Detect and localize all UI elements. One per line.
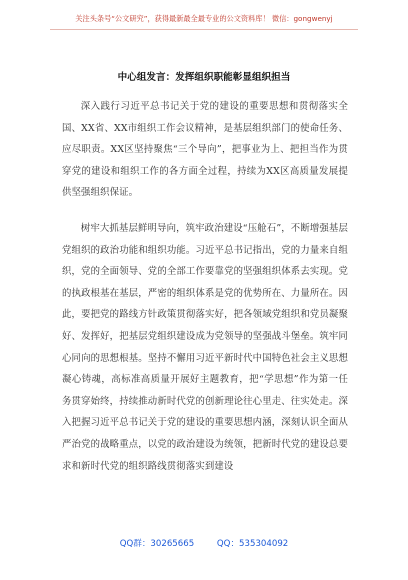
paragraph-2: 树牢大抓基层鲜明导向，筑牢政治建设“压舱石”，不断增强基层党组织的政治功能和组织功能。习近平总书记指出，党的力量来自组织，党的全面领导、党的全部工作要靠党的坚强组织体系去实现。党的执政根基在基层，严密的组织体系是党的优势所在、力量所在。因此，要把党的路线方针政策贯彻落实好，把各领域党组织和党员凝聚好、发挥好，把基层党组织建设成为党领导的坚强战斗堡垒。筑牢同心同向的思想根基。坚持不懈用习近平新时代中国特色社会主义思想凝心铸魂，高标准高质量开展好主题教育，把“学思想”作为第一任务贯穿始终，持续推动新时代党的创新理论往心里走、往实处走。深入把握习近平总书记关于党的建设的重要思想内涵，深刻认识全面从严治党的战略重点，以党的政治建设为统领，把新时代党的建设总要求和新时代党的组织路线贯彻落实到建设 bbox=[62, 223, 348, 472]
header-divider bbox=[50, 29, 358, 30]
footer-qq-number: QQ：535304092 bbox=[216, 539, 289, 549]
paragraph-1: 深入践行习近平总书记关于党的建设的重要思想和贯彻落实全国、XX省、XX市组织工作会议精神，是基层组织部门的使命任务、应尽职责。XX区坚持聚焦“三个导向”，把事业为上、把担当作为贯穿党的建设和组织工作的各方面全过程，持续为XX区高质量发展提供坚强组织保证。 bbox=[62, 101, 348, 199]
header-promo-text: 关注头条号“公文研究”，获得最新最全最专业的公文资料库！ 微信：gongwenyj bbox=[75, 14, 333, 23]
document-title: 中心组发言：发挥组织职能彰显组织担当 bbox=[117, 72, 291, 83]
footer-qq-group: QQ群：30265665 bbox=[119, 539, 195, 549]
paragraph-1-block bbox=[62, 96, 348, 204]
footer-contact bbox=[0, 537, 408, 549]
paragraph-2-block bbox=[62, 218, 348, 477]
